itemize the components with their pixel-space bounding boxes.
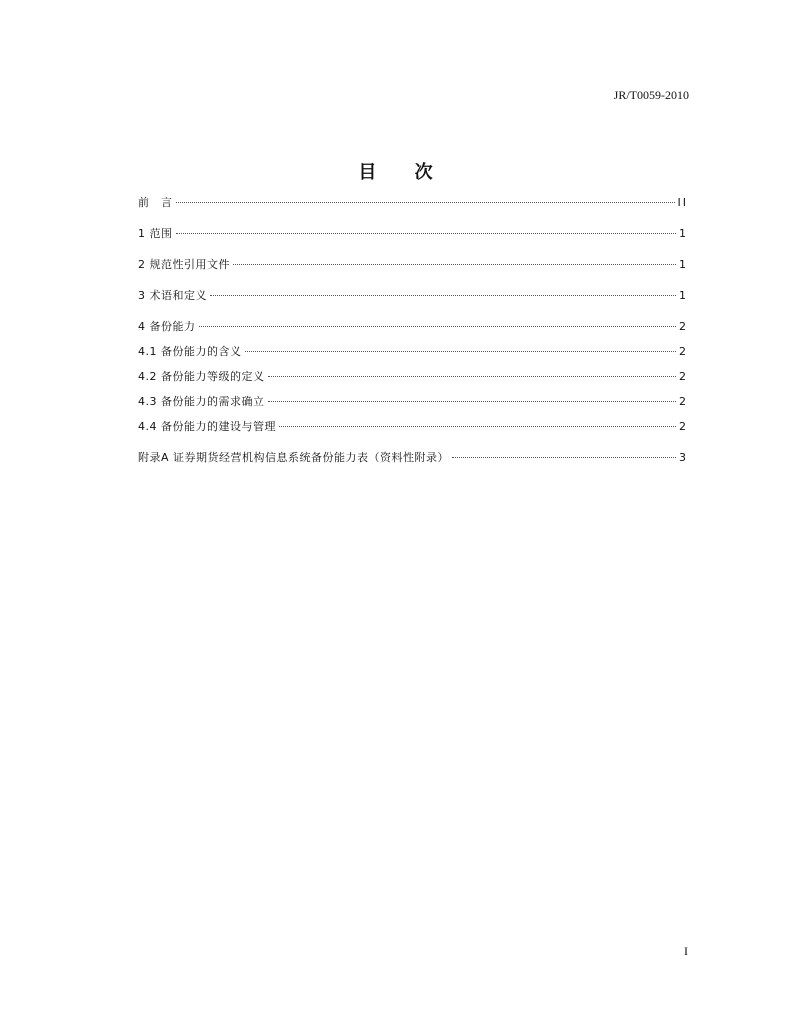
toc-entry-label: 4.4 备份能力的建设与管理 [138,420,276,433]
toc-entry-terms-definitions[interactable] [138,289,688,320]
toc-entry-page: 2 [679,345,688,358]
toc-entry-label: 4.2 备份能力等级的定义 [138,370,265,383]
dot-leader [210,295,676,296]
toc-entry-appendix-a[interactable] [138,451,688,476]
toc-entry-4-2[interactable] [138,370,688,395]
table-of-contents [138,196,688,476]
toc-entry-page: 2 [679,395,688,408]
toc-entry-4-1[interactable] [138,345,688,370]
toc-entry-label: 附录A 证券期货经营机构信息系统备份能力表（资料性附录） [138,451,450,464]
toc-entry-page: 1 [679,258,688,271]
toc-entry-page: 1 [679,289,688,302]
toc-entry-foreword[interactable] [138,196,688,227]
dot-leader [279,426,676,427]
dot-leader [268,376,677,377]
dot-leader [245,351,677,352]
document-code: JR/T0059-2010 [613,88,689,102]
toc-entry-page: 2 [679,320,688,333]
toc-entry-label: 4.3 备份能力的需求确立 [138,395,265,408]
page-number: I [684,944,688,958]
dot-leader [176,233,677,234]
toc-entry-page: 1 [679,227,688,240]
toc-entry-scope[interactable] [138,227,688,258]
toc-entry-page: 2 [679,420,688,433]
toc-entry-page: II [677,196,688,209]
toc-entry-label: 4.1 备份能力的含义 [138,345,242,358]
toc-entry-label: 3 术语和定义 [138,289,207,302]
toc-entry-page: 2 [679,370,688,383]
dot-leader [452,457,676,458]
toc-entry-label: 1 范围 [138,227,173,240]
toc-entry-label: 4 备份能力 [138,320,196,333]
toc-entry-4-4[interactable] [138,420,688,451]
dot-leader [199,326,677,327]
toc-entry-backup-capability[interactable] [138,320,688,345]
toc-entry-label: 2 规范性引用文件 [138,258,230,271]
toc-title: 目 次 [358,162,449,183]
dot-leader [233,264,676,265]
toc-entry-4-3[interactable] [138,395,688,420]
dot-leader [176,202,675,203]
toc-entry-normative-references[interactable] [138,258,688,289]
toc-entry-label: 前 言 [138,196,173,209]
dot-leader [268,401,677,402]
toc-entry-page: 3 [679,451,688,464]
